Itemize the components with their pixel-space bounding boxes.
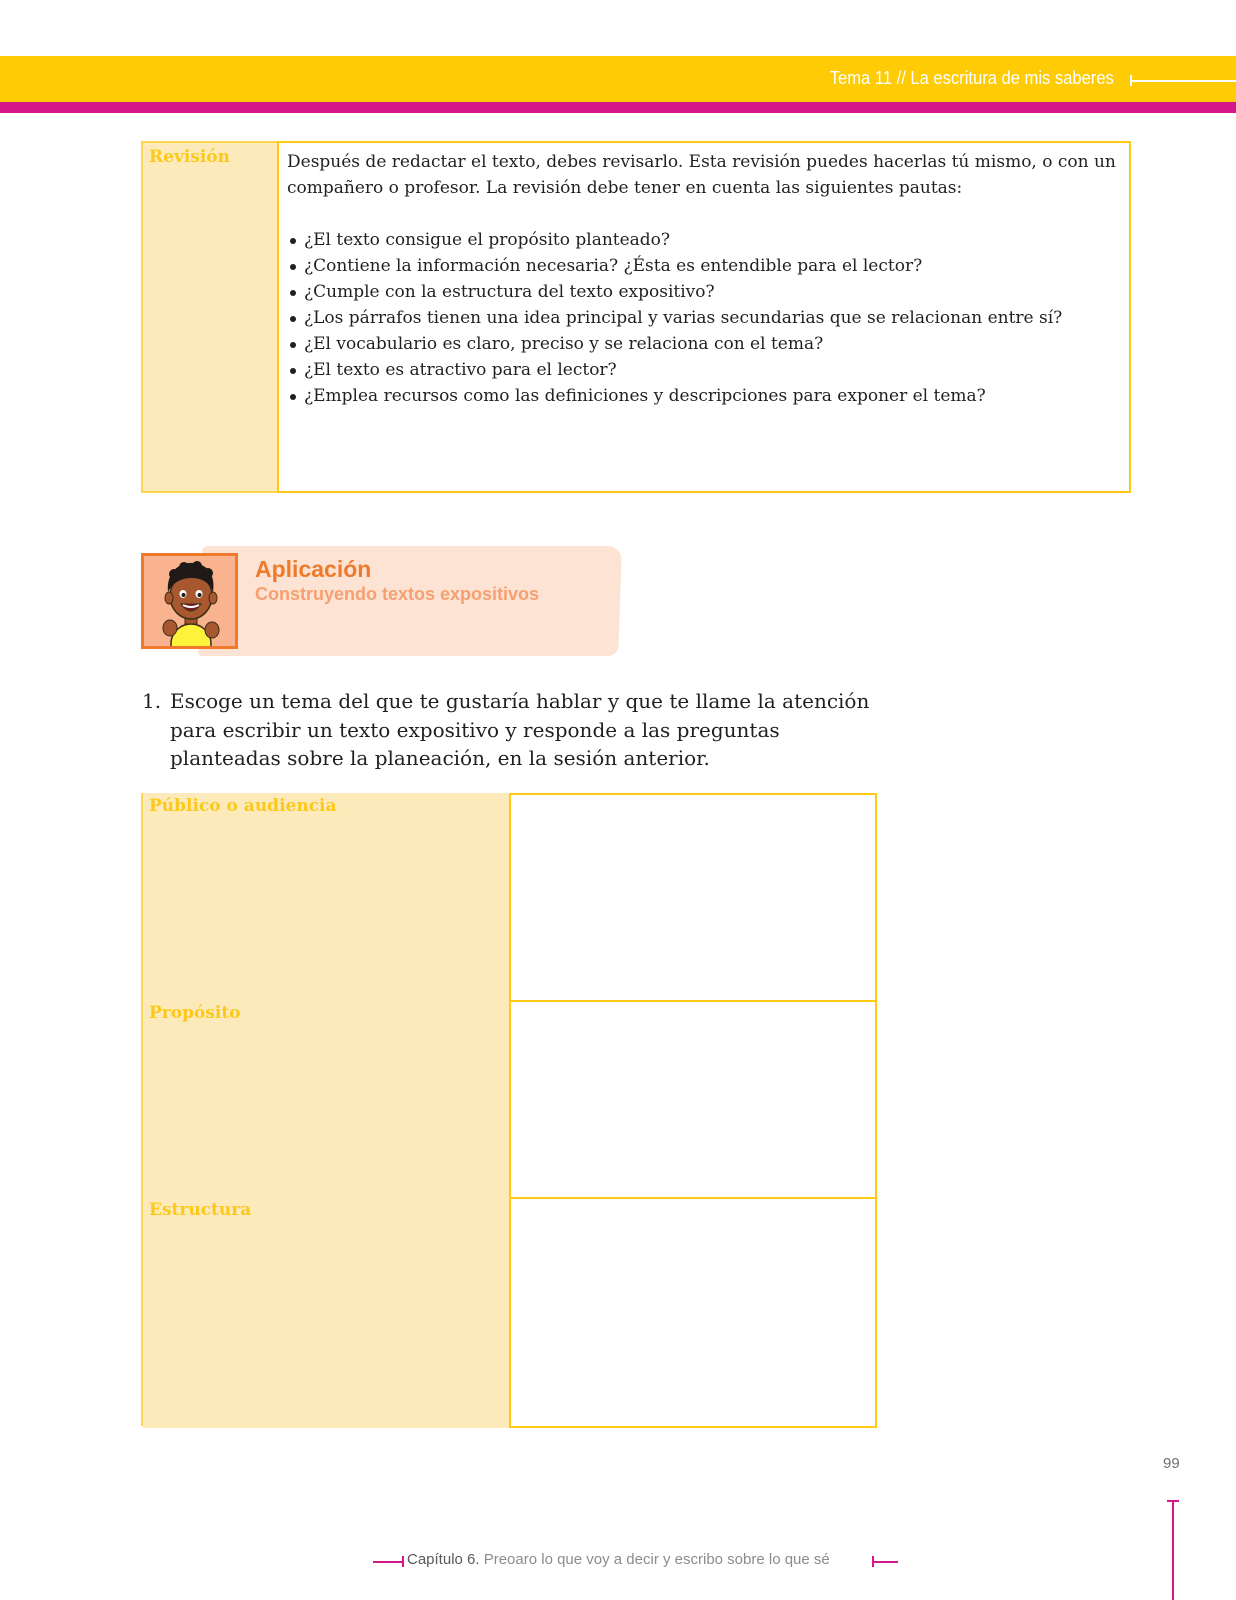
revision-checklist [287,227,1117,409]
planning-label-cell [143,1197,510,1428]
revision-intro: Después de redactar el texto, debes revisarlo. Esta revisión puedes hacerlas tú mismo, o con un compañero o profesor. La revisión debe tener en cuenta las siguientes pautas: [287,152,1116,198]
audience-answer-field[interactable] [509,793,877,1003]
checklist-item: ¿El vocabulario es claro, preciso y se relaciona con el tema? [287,331,1117,357]
footer-decoration-line [373,1561,403,1563]
checklist-item: ¿El texto consigue el propósito planteado? [287,227,1117,253]
checklist-item: ¿Emplea recursos como las definiciones y descripciones para exponer el tema? [287,383,1117,409]
revision-label: Revisión [149,147,231,167]
checklist-item: ¿El texto es atractivo para el lector? [287,357,1117,383]
footer-decoration-tick [872,1556,874,1567]
revision-table [141,141,1131,493]
header-decoration-line [1130,80,1236,82]
planning-row-purpose [143,1000,875,1199]
student-avatar [141,553,238,649]
header-stripe [0,102,1236,113]
planning-label: Estructura [149,1200,252,1220]
page-header-title: Tema 11 // La escritura de mis saberes [829,68,1114,88]
footer-decoration-tick [402,1556,404,1567]
checklist-item: ¿Cumple con la estructura del texto expositivo? [287,279,1117,305]
planning-label-cell [143,1000,510,1199]
section-title: Aplicación [255,556,372,582]
exercise-text: Escoge un tema del que te gustaría hablar y que te llame la atención para escribir un texto expositivo y responde a las preguntas planteadas sobre la planeación, en la sesión anterior. [170,689,870,770]
exercise-instruction [142,687,882,773]
planning-row-audience [143,793,875,1003]
footer-decoration-line [872,1561,898,1563]
footer-decoration-line [1172,1500,1174,1600]
planning-row-structure [143,1197,875,1428]
section-subtitle: Construyendo textos expositivos [255,584,540,604]
chapter-footer [407,1551,830,1568]
planning-label: Público o audiencia [149,796,337,816]
planning-label: Propósito [149,1003,241,1023]
planning-table [141,793,877,1426]
checklist-item: ¿Los párrafos tienen una idea principal y varias secundarias que se relacionan entre sí? [287,305,1117,331]
chapter-label: Capítulo 6. [407,1551,480,1568]
page-number: 99 [1163,1455,1180,1472]
purpose-answer-field[interactable] [509,1000,877,1199]
planning-label-cell [143,793,510,1003]
student-illustration-icon [144,556,235,646]
chapter-title: Preoaro lo que voy a decir y escribo sobre lo que sé [483,1551,830,1568]
revision-content [277,141,1131,493]
exercise-number: 1. [142,689,162,713]
checklist-item: ¿Contiene la información necesaria? ¿Ésta es entendible para el lector? [287,253,1117,279]
structure-answer-field[interactable] [509,1197,877,1428]
header-decoration-tick [1130,75,1132,86]
